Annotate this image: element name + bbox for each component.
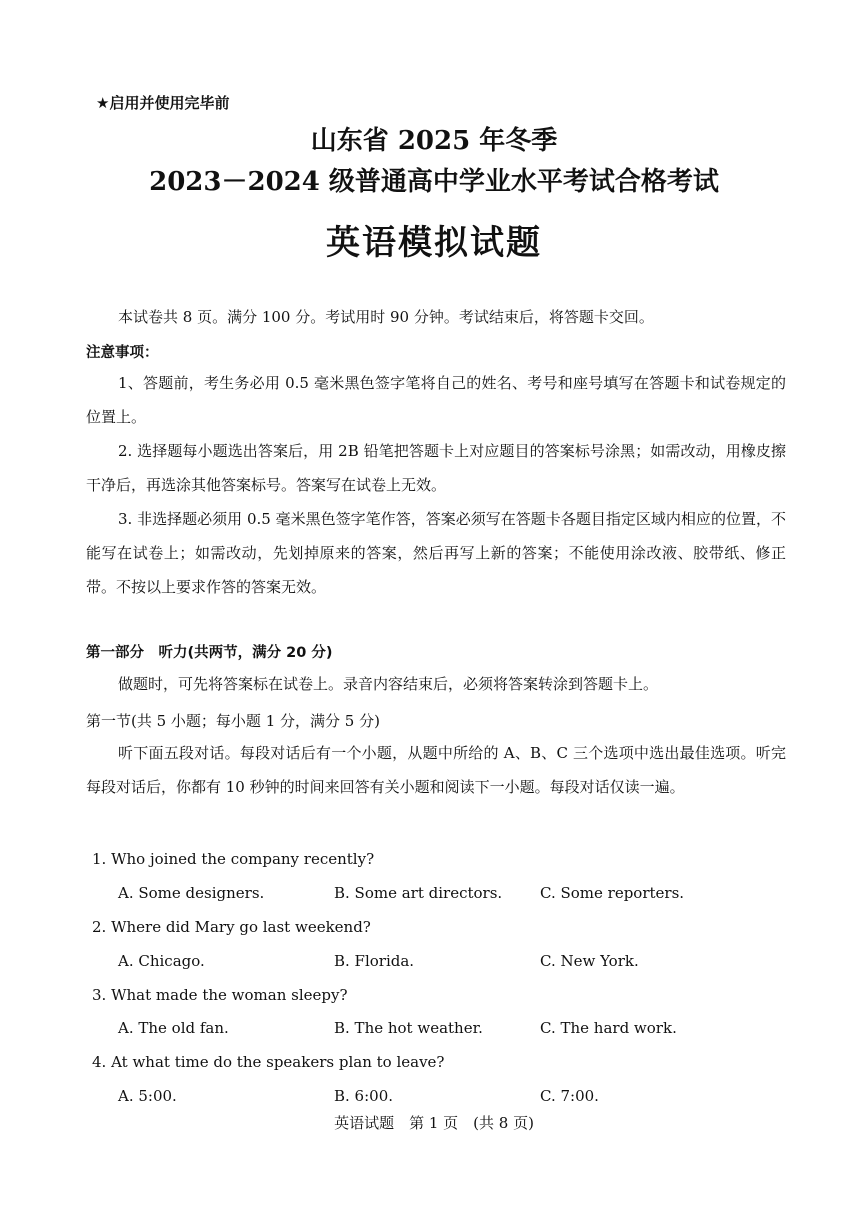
note-item-1: 1、答题前，考生务必用 0.5 毫米黑色签字笔将自己的姓名、考号和座号填写在答题卡和试卷规定的位置上。 (86, 374, 786, 426)
q1-option-c: C. Some reporters. (540, 884, 685, 902)
q2-option-b: B. Florida. (334, 952, 415, 970)
part1-instruction: 做题时，可先将答案标在试卷上。录音内容结束后，必须将答案转涂到答题卡上。 (118, 675, 659, 693)
question-number: 1. (92, 850, 107, 868)
q4-option-c: C. 7:00. (540, 1087, 599, 1105)
intro-text: 本试卷共 8 页。满分 100 分。考试用时 90 分钟。考试结束后，将答题卡交回。 (118, 308, 654, 326)
question-number: 3. (92, 986, 107, 1004)
q1-option-a: A. Some designers. (118, 884, 265, 902)
exam-title-line2: 2023－2024 级普通高中学业水平考试合格考试 (149, 167, 719, 197)
q3-option-c: C. The hard work. (540, 1019, 677, 1037)
question-2 (92, 918, 371, 936)
notes-heading: 注意事项： (86, 345, 159, 361)
question-text: Where did Mary go last weekend? (111, 918, 371, 936)
exam-subject-title: 英语模拟试题 (326, 223, 542, 263)
question-text: What made the woman sleepy? (111, 986, 348, 1004)
q2-option-c: C. New York. (540, 952, 639, 970)
note-item-3: 3. 非选择题必须用 0.5 毫米黑色签字笔作答，答案必须写在答题卡各题目指定区域内相应的位置，不能写在试卷上；如需改动，先划掉原来的答案，然后再写上新的答案；不能使用涂改液、胶带纸、修正带。不按以上要求作答的答案无效。 (86, 510, 786, 596)
page-footer: 英语试题 第 1 页 (共 8 页) (334, 1114, 534, 1132)
question-4 (92, 1053, 444, 1071)
note-item-2: 2. 选择题每小题选出答案后，用 2B 铅笔把答题卡上对应题目的答案标号涂黑；如需改动，用橡皮擦干净后，再选涂其他答案标号。答案写在试卷上无效。 (86, 442, 786, 494)
part1-heading: 第一部分 听力(共两节，满分 20 分) (86, 645, 333, 661)
question-number: 2. (92, 918, 107, 936)
q2-option-a: A. Chicago. (118, 952, 205, 970)
q4-option-a: A. 5:00. (118, 1087, 177, 1105)
q4-option-b: B. 6:00. (334, 1087, 394, 1105)
q3-option-a: A. The old fan. (118, 1019, 229, 1037)
q1-option-b: B. Some art directors. (334, 884, 503, 902)
question-1 (92, 850, 374, 868)
confidential-mark: ★启用并使用完毕前 (96, 94, 230, 112)
question-text: Who joined the company recently? (111, 850, 375, 868)
section1-instruction: 听下面五段对话。每段对话后有一个小题，从题中所给的 A、B、C 三个选项中选出最佳选项。听完每段对话后，你都有 10 秒钟的时间来回答有关小题和阅读下一小题。每段对话仅读一遍。 (86, 744, 786, 796)
question-3 (92, 986, 348, 1004)
q3-option-b: B. The hot weather. (334, 1019, 483, 1037)
question-number: 4. (92, 1053, 107, 1071)
exam-title-line1: 山东省 2025 年冬季 (310, 126, 558, 156)
question-text: At what time do the speakers plan to leave? (111, 1053, 445, 1071)
section1-heading: 第一节(共 5 小题；每小题 1 分，满分 5 分) (86, 712, 380, 730)
